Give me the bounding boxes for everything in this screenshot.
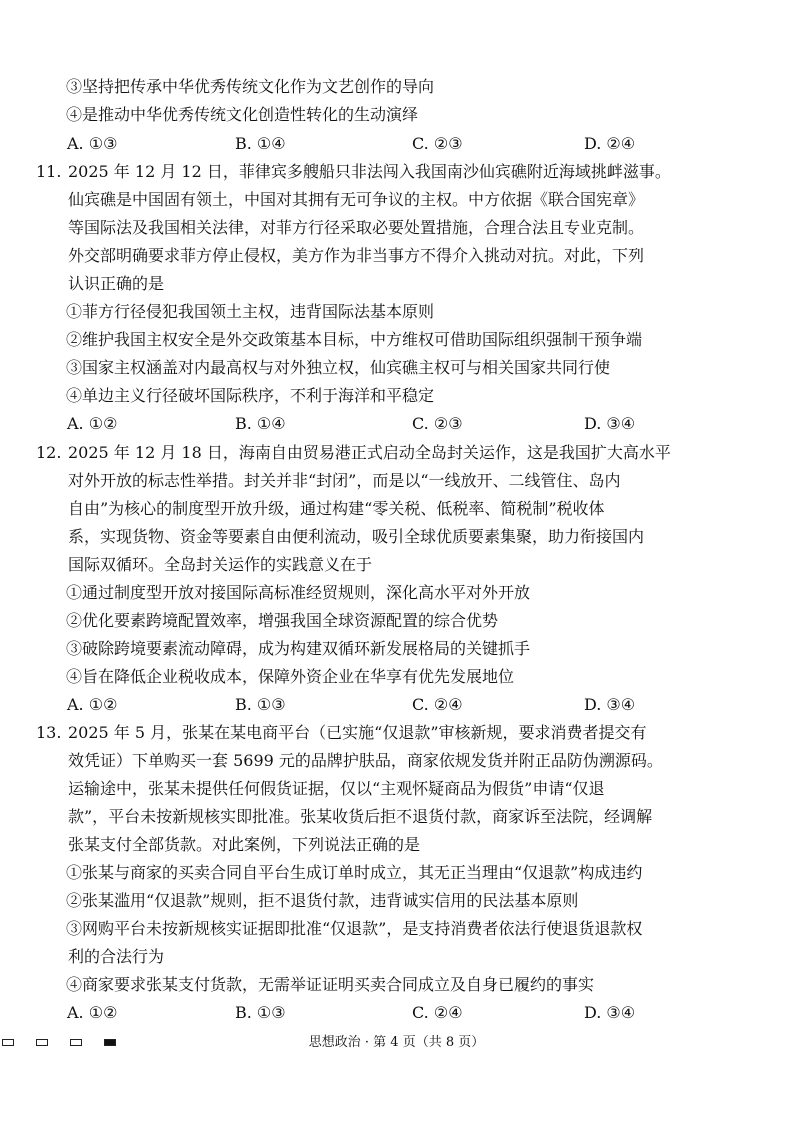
statement-item: ②维护我国主权安全是外交政策基本目标，中方维权可借助国际组织强制干预争端	[66, 330, 643, 349]
statement-item: ③破除跨境要素流动障碍，成为构建双循环新发展格局的关键抓手	[66, 639, 531, 658]
option-c: C. ②③	[412, 134, 463, 153]
statement-item: ①通过制度型开放对接国际高标准经贸规则，深化高水平对外开放	[66, 583, 531, 602]
option-b: B. ①④	[235, 414, 286, 433]
option-d: D. ③④	[584, 414, 636, 433]
question-stem-line: 2025 年 12 月 12 日，菲律宾多艘船只非法闯入我国南沙仙宾礁附近海域挑衅滋事。	[68, 162, 671, 181]
option-a: A. ①③	[67, 134, 118, 153]
option-a: A. ①②	[67, 414, 118, 433]
statement-item: ①菲方行径侵犯我国领土主权，违背国际法基本原则	[66, 302, 435, 321]
statement-item: ④单边主义行径破坏国际秩序，不利于海洋和平稳定	[66, 386, 435, 405]
statement-item: ③坚持把传承中华优秀传统文化作为文艺创作的导向	[66, 77, 435, 96]
question-stem-line: 2025 年 5 月，张某在某电商平台（已实施“仅退款”审核新规，要求消费者提交有	[68, 723, 647, 742]
option-a: A. ①②	[67, 695, 118, 714]
question-number: 11.	[36, 162, 62, 181]
question-stem-line: 国际双循环。全岛封关运作的实践意义在于	[68, 555, 373, 574]
question-stem-line: 系，实现货物、资金等要素自由便利流动，吸引全球优质要素集聚，助力衔接国内	[68, 527, 645, 546]
question-stem-line: 效凭证）下单购买一套 5699 元的品牌护肤品，商家依规发货并附正品防伪溯源码。	[68, 751, 663, 770]
option-a: A. ①②	[67, 1003, 118, 1022]
option-b: B. ①④	[235, 134, 286, 153]
statement-item: ②优化要素跨境配置效率，增强我国全球资源配置的综合优势	[66, 611, 499, 630]
option-d: D. ③④	[584, 1003, 636, 1022]
question-stem-line: 自由”为核心的制度型开放升级，通过构建“零关税、低税率、简税制”税收体	[68, 499, 605, 518]
question-stem-line: 外交部明确要求菲方停止侵权，美方作为非当事方不得介入挑动对抗。对此，下列	[68, 246, 645, 265]
statement-item: ③国家主权涵盖对内最高权与对外独立权，仙宾礁主权可与相关国家共同行使	[66, 358, 611, 377]
question-number: 13.	[36, 723, 62, 742]
statement-item: ④商家要求张某支付货款，无需举证证明买卖合同成立及自身已履约的事实	[66, 975, 595, 994]
option-c: C. ②③	[412, 414, 463, 433]
page-footer	[0, 1033, 793, 1055]
option-c: C. ②④	[412, 1003, 463, 1022]
statement-item: ①张某与商家的买卖合同自平台生成订单时成立，其无正当理由“仅退款”构成违约	[66, 863, 643, 882]
option-d: D. ③④	[584, 695, 636, 714]
option-b: B. ①③	[235, 695, 286, 714]
question-stem-line: 仙宾礁是中国固有领土，中国对其拥有无可争议的主权。中方依据《联合国宪章》	[68, 190, 645, 209]
question-stem-line: 2025 年 12 月 18 日，海南自由贸易港正式启动全岛封关运作，这是我国扩大高水平	[68, 443, 671, 462]
statement-item-continuation: 利的合法行为	[68, 947, 165, 966]
question-stem-line: 对外开放的标志性举措。封关并非“封闭”，而是以“一线放开、二线管住、岛内	[68, 471, 621, 490]
statement-item: ④是推动中华优秀传统文化创造性转化的生动演绎	[66, 105, 419, 124]
question-stem-line: 款”，平台未按新规核实即批准。张某收货后拒不退货付款，商家诉至法院，经调解	[68, 807, 653, 826]
question-stem-line: 运输途中，张某未提供任何假货证据，仅以“主观怀疑商品为假货”申请“仅退	[68, 779, 605, 798]
question-stem-line: 认识正确的是	[68, 274, 165, 293]
question-stem-line: 等国际法及我国相关法律，对菲方行径采取必要处置措施，合理合法且专业克制。	[68, 218, 645, 237]
option-b: B. ①③	[235, 1003, 286, 1022]
option-c: C. ②④	[412, 695, 463, 714]
page-number: 思想政治 · 第 4 页（共 8 页）	[308, 1035, 485, 1050]
statement-item: ③网购平台未按新规核实证据即批准“仅退款”，是支持消费者依法行使退货退款权	[66, 919, 643, 938]
question-stem-line: 张某支付全部货款。对此案例，下列说法正确的是	[68, 835, 421, 854]
statement-item: ②张某滥用“仅退款”规则，拒不退货付款，违背诚实信用的民法基本原则	[66, 891, 579, 910]
option-d: D. ②④	[584, 134, 636, 153]
question-number: 12.	[36, 443, 62, 462]
statement-item: ④旨在降低企业税收成本，保障外资企业在华享有优先发展地位	[66, 667, 515, 686]
